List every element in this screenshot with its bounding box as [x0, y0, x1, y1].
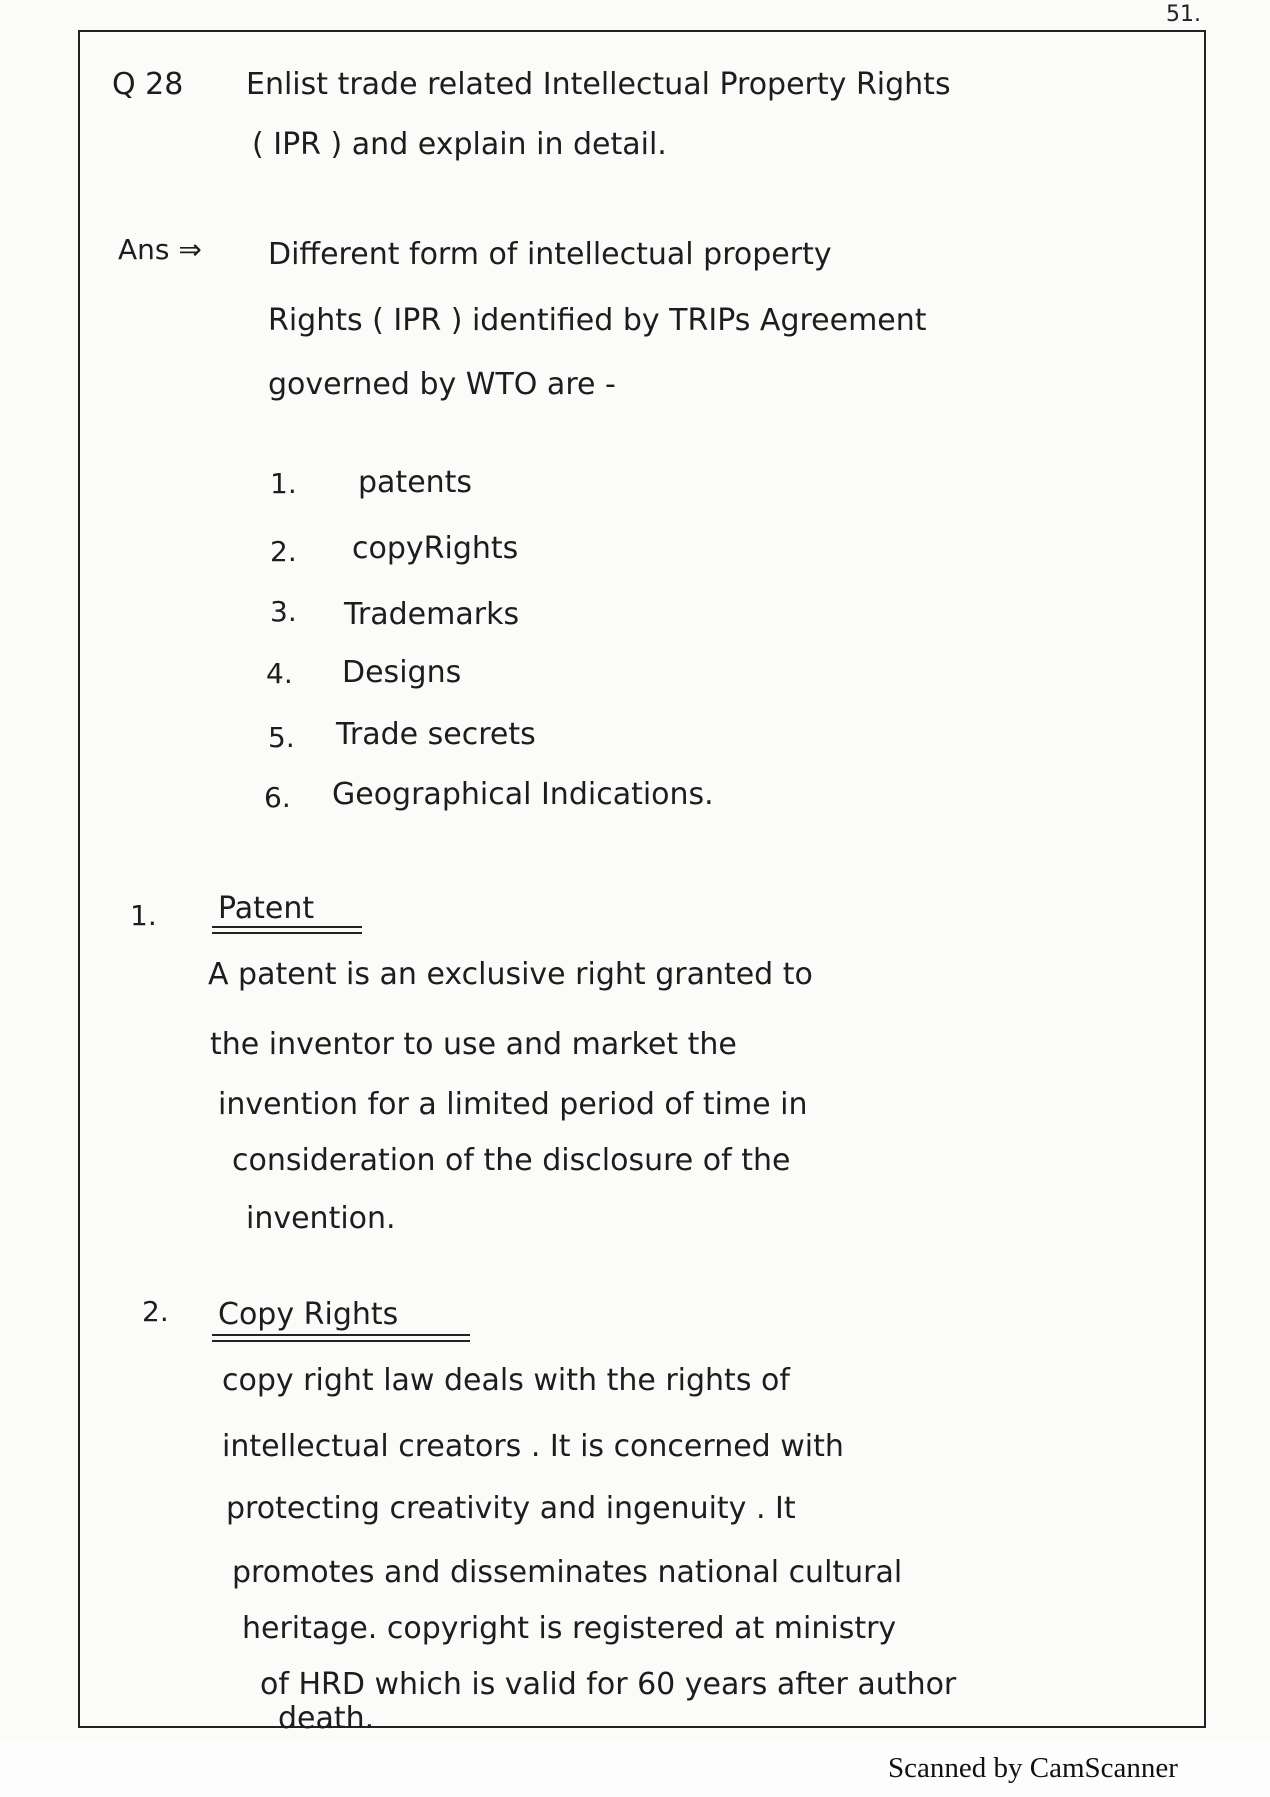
heading-underline — [212, 932, 362, 934]
list-item-number: 2. — [270, 535, 297, 568]
list-item-number: 1. — [270, 467, 297, 500]
list-item-text: Trademarks — [344, 597, 520, 632]
list-item-number: 6. — [264, 781, 291, 814]
paragraph-line: consideration of the disclosure of the — [232, 1143, 791, 1178]
page-number: 51. — [1166, 2, 1201, 27]
section-heading: Patent — [218, 891, 315, 926]
paragraph-line: promotes and disseminates national cultural — [232, 1555, 903, 1590]
question-line-2: ( IPR ) and explain in detail. — [252, 127, 667, 162]
paragraph-line: the inventor to use and market the — [210, 1027, 737, 1062]
paragraph-line: of HRD which is valid for 60 years after author — [260, 1667, 957, 1702]
answer-intro-line: Different form of intellectual property — [268, 237, 832, 272]
list-item-number: 3. — [270, 595, 297, 628]
page-border — [78, 30, 1206, 1728]
paragraph-line: death. — [278, 1701, 375, 1736]
paragraph-line: heritage. copyright is registered at ministry — [242, 1611, 897, 1646]
heading-underline — [212, 926, 362, 928]
list-item-text: patents — [358, 465, 473, 500]
section-heading: Copy Rights — [218, 1297, 399, 1332]
heading-underline — [212, 1334, 470, 1336]
answer-label: Ans ⇒ — [118, 233, 202, 266]
list-item-number: 4. — [266, 657, 293, 690]
list-item-text: Designs — [342, 655, 462, 690]
paragraph-line: invention for a limited period of time in — [218, 1087, 808, 1122]
answer-intro-line: Rights ( IPR ) identified by TRIPs Agreement — [268, 303, 927, 338]
list-item-number: 5. — [268, 721, 295, 754]
paragraph-line: A patent is an exclusive right granted to — [208, 957, 813, 992]
section-number: 2. — [142, 1295, 169, 1328]
heading-underline — [212, 1340, 470, 1342]
section-number: 1. — [130, 899, 157, 932]
paragraph-line: protecting creativity and ingenuity . It — [226, 1491, 796, 1526]
paragraph-line: invention. — [246, 1201, 396, 1236]
list-item-text: copyRights — [352, 531, 519, 566]
scanner-watermark: Scanned by CamScanner — [888, 1752, 1178, 1784]
paragraph-line: intellectual creators . It is concerned with — [222, 1429, 844, 1464]
question-number: Q 28 — [112, 67, 184, 102]
list-item-text: Trade secrets — [336, 717, 536, 752]
question-line-1: Enlist trade related Intellectual Property Rights — [246, 67, 951, 102]
list-item-text: Geographical Indications. — [332, 777, 714, 812]
answer-intro-line: governed by WTO are - — [268, 367, 616, 402]
paragraph-line: copy right law deals with the rights of — [222, 1363, 790, 1398]
